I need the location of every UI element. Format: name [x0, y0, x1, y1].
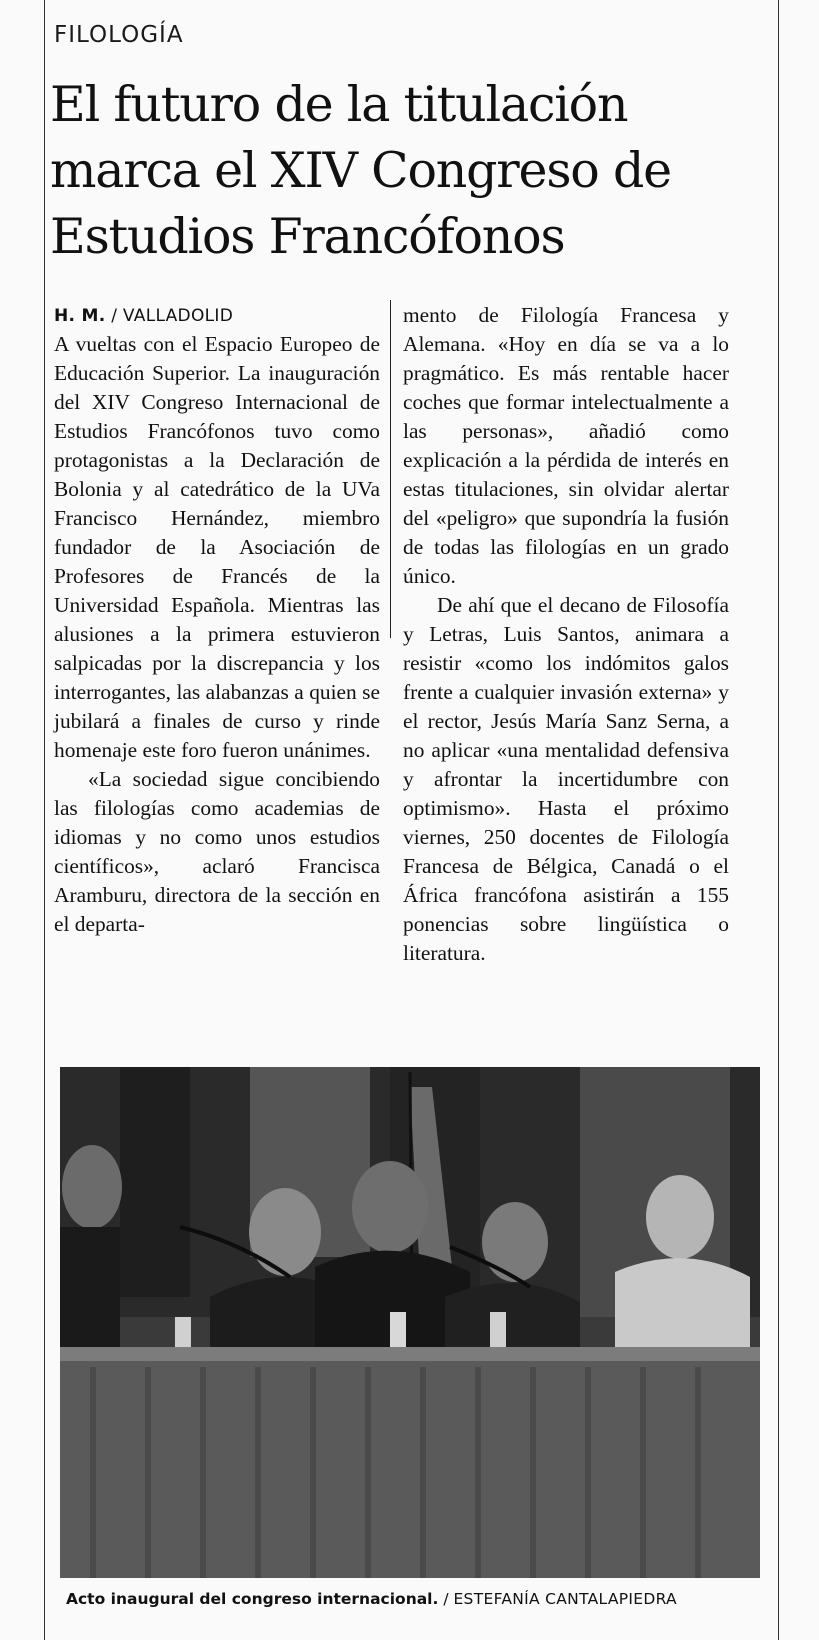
caption-text: Acto inaugural del congreso internacional.: [66, 1590, 439, 1608]
byline-separator: /: [105, 306, 123, 326]
section-label: FILOLOGÍA: [54, 22, 184, 48]
photo-caption: [66, 1590, 677, 1608]
byline-location: VALLADOLID: [122, 306, 234, 326]
byline-author: H. M.: [54, 306, 106, 326]
page-border-left: [44, 0, 45, 1640]
photo-credit: ESTEFANÍA CANTALAPIEDRA: [453, 1590, 677, 1608]
paragraph: De ahí que el decano de Filosofía y Letras, Luis Santos, animara a resistir «como los indómitos galos frente a cualquier invasión externa» y el rector, Jesús María Sanz Serna, a no aplicar «una mentalidad defensiva y afrontar la incertidumbre con optimismo». Hasta el próximo viernes, 250 docentes de Filología Francesa de Bélgica, Canadá o el África francófona asistirán a 155 ponencias sobre lingüística o literatura.: [403, 593, 729, 965]
headline: El futuro de la titulación marca el XIV Congreso de Estudios Francófonos: [50, 76, 671, 265]
paragraph: mento de Filología Francesa y Alemana. «Hoy en día se va a lo pragmático. Es más rentable hacer coches que formar intelectualmente a las personas», añadió como explicación a la pérdida de interés en estas titulaciones, sin olvidar alertar del «peligro» que supondría la fusión de todas las filologías en un grado único.: [403, 303, 729, 588]
caption-separator: /: [438, 1590, 454, 1608]
article-column-1: [54, 330, 380, 939]
column-divider: [390, 300, 391, 638]
paragraph: A vueltas con el Espacio Europeo de Educación Superior. La inauguración del XIV Congreso Internacional de Estudios Francófonos tuvo como protagonistas a la Declaración de Bolonia y al catedrático de la UVa Francisco Hernández, miembro fundador de la Asociación de Profesores de Francés de la Universidad Española. Mientras las alusiones a la primera estuvieron salpicadas por la discrepancia y los interrogantes, las alabanzas a quien se jubilará a finales de curso y rinde homenaje este foro fueron unánimes.: [54, 332, 380, 762]
article-column-2: [403, 301, 729, 968]
byline: [54, 306, 233, 326]
page-border-right: [778, 0, 779, 1640]
news-photo: [60, 1067, 760, 1578]
panel-photo-illustration: [60, 1067, 760, 1578]
paragraph: «La sociedad sigue concibiendo las filologías como academias de idiomas y no como unos estudios científicos», aclaró Francisca Aramburu, directora de la sección en el departa-: [54, 767, 380, 936]
